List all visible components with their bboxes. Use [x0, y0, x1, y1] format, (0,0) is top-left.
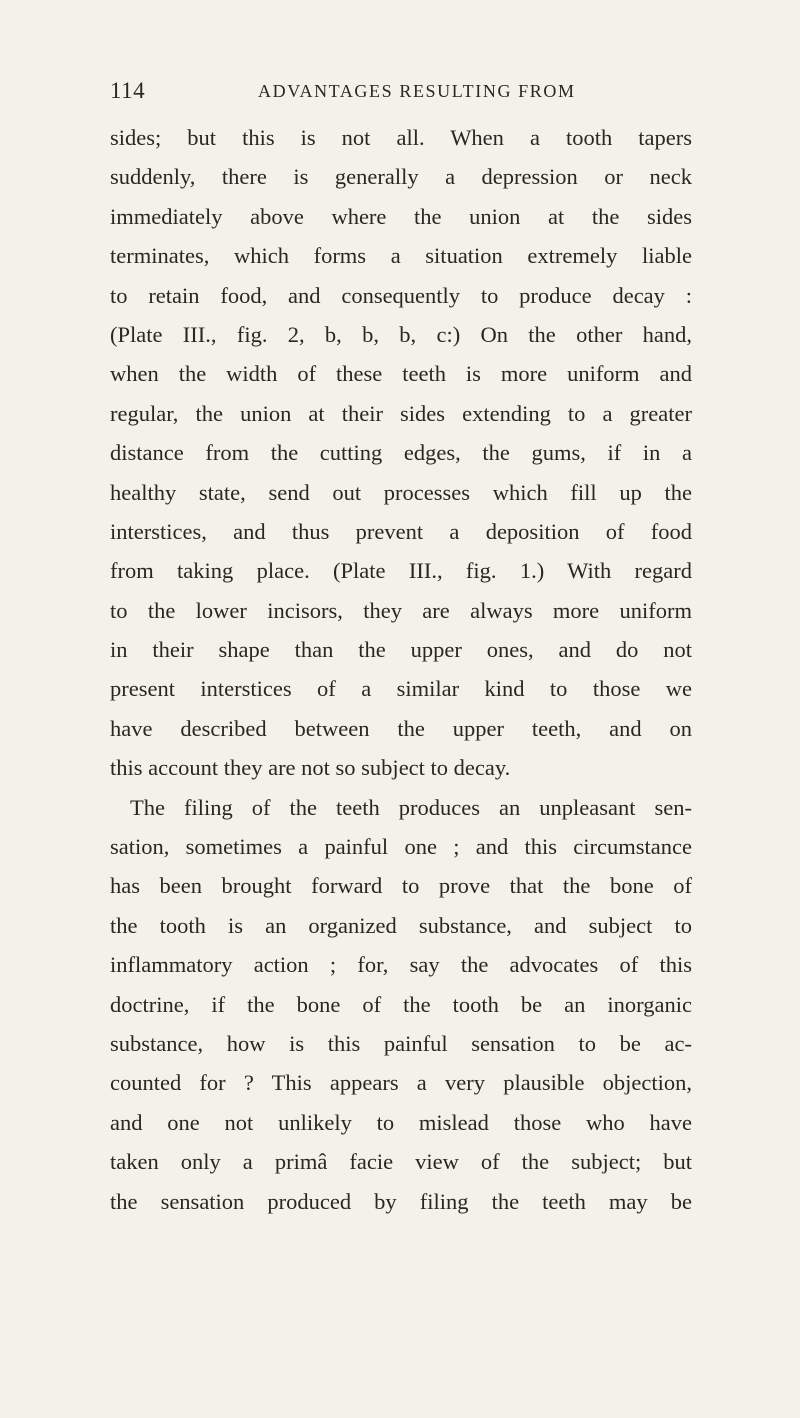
text-line: has been brought forward to prove that the bone of	[110, 873, 692, 899]
text-line: when the width of these teeth is more uniform and	[110, 361, 692, 387]
text-line: in their shape than the upper ones, and do not	[110, 637, 692, 663]
text-line: have described between the upper teeth, and on	[110, 715, 692, 741]
text-line: (Plate III., fig. 2, b, b, b, c:) On the other hand,	[110, 321, 692, 347]
running-head: ADVANTAGES RESULTING FROM	[258, 81, 576, 101]
text-line: terminates, which forms a situation extremely liable	[110, 243, 692, 269]
text-line: healthy state, send out processes which fill up the	[110, 479, 692, 505]
text-line: sation, sometimes a painful one ; and this circumstance	[110, 834, 692, 860]
text-line: substance, how is this painful sensation to be ac-	[110, 1030, 692, 1056]
text-line: and one not unlikely to mislead those who have	[110, 1109, 692, 1135]
text-line: regular, the union at their sides extending to a greater	[110, 400, 692, 426]
text-line: to the lower incisors, they are always more uniform	[110, 597, 692, 623]
text-line: immediately above where the union at the sides	[110, 203, 692, 229]
text-line: counted for ? This appears a very plausible objection,	[110, 1070, 692, 1096]
text-line: the tooth is an organized substance, and subject to	[110, 912, 692, 938]
text-line: sides; but this is not all. When a tooth tapers	[110, 125, 692, 150]
text-line: interstices, and thus prevent a deposition of food	[110, 518, 692, 544]
body-text	[110, 118, 692, 1221]
text-line: doctrine, if the bone of the tooth be an inorganic	[110, 991, 692, 1017]
text-line: suddenly, there is generally a depression or neck	[110, 164, 692, 190]
text-line: distance from the cutting edges, the gums, if in a	[110, 440, 692, 466]
page-number: 114	[110, 78, 146, 103]
text-line: the sensation produced by filing the teeth may be	[110, 1188, 692, 1214]
text-line: present interstices of a similar kind to those we	[110, 676, 692, 702]
text-line: taken only a primâ facie view of the subject; but	[110, 1149, 692, 1175]
paragraph-end-line: this account they are not so subject to decay.	[110, 755, 511, 781]
page-header	[110, 78, 692, 108]
paragraph-start-line: The filing of the teeth produces an unpleasant sen-	[130, 794, 692, 820]
text-line: to retain food, and consequently to produce decay :	[110, 282, 692, 308]
text-line: from taking place. (Plate III., fig. 1.) With regard	[110, 558, 692, 584]
text-line: inflammatory action ; for, say the advocates of this	[110, 952, 692, 978]
